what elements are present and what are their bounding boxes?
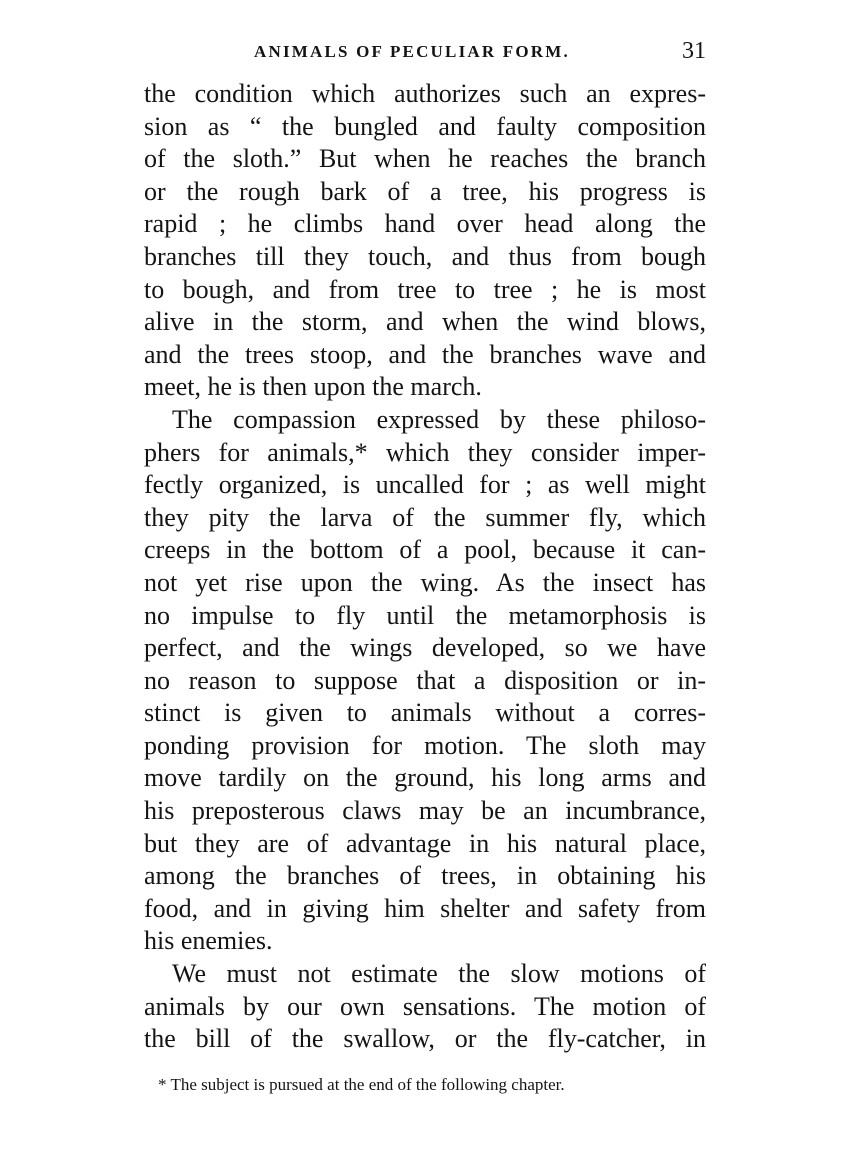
text-line: perfect, and the wings developed, so we have <box>144 633 706 663</box>
page-number: 31 <box>682 38 706 64</box>
text-line: food, and in giving him shelter and safety from <box>144 893 706 923</box>
text-line: his preposterous claws may be an incumbrance, <box>144 796 706 826</box>
text-line: his enemies. <box>144 926 273 956</box>
text-line: the condition which authorizes such an expres- <box>144 79 706 108</box>
text-line: no reason to suppose that a disposition or in- <box>144 665 706 695</box>
text-line: but they are of advantage in his natural place, <box>144 828 706 858</box>
text-line: or the rough bark of a tree, his progress is <box>144 176 706 206</box>
paragraph-2 <box>144 404 706 958</box>
text-line: stinct is given to animals without a corres- <box>144 698 706 728</box>
text-line: they pity the larva of the summer fly, which <box>144 502 706 532</box>
text-line: alive in the storm, and when the wind blows, <box>144 307 706 337</box>
text-line: phers for animals,* which they consider imper- <box>144 437 706 467</box>
text-line: rapid ; he climbs hand over head along the <box>144 209 706 239</box>
paragraph-3 <box>144 958 706 1056</box>
paragraph-1 <box>144 78 706 404</box>
body-text <box>144 78 706 1056</box>
text-line: fectly organized, is uncalled for ; as well might <box>144 470 706 500</box>
text-line: to bough, and from tree to tree ; he is most <box>144 274 706 304</box>
running-title: ANIMALS OF PECULIAR FORM. <box>254 42 570 61</box>
text-line: meet, he is then upon the march. <box>144 372 482 402</box>
text-line: not yet rise upon the wing. As the insect has <box>144 567 706 597</box>
text-line: the bill of the swallow, or the fly-catcher, in <box>144 1024 706 1054</box>
text-line: and the trees stoop, and the branches wave and <box>144 339 706 369</box>
text-line: The compassion expressed by these philoso- <box>172 404 706 434</box>
text-line: We must not estimate the slow motions of <box>172 959 706 989</box>
text-line: ponding provision for motion. The sloth may <box>144 730 706 760</box>
footnote: * The subject is pursued at the end of the following chapter. <box>158 1075 565 1094</box>
text-line: animals by our own sensations. The motion of <box>144 991 706 1021</box>
text-line: branches till they touch, and thus from bough <box>144 241 706 271</box>
text-line: move tardily on the ground, his long arms and <box>144 763 706 793</box>
text-line: creeps in the bottom of a pool, because it can- <box>144 535 706 565</box>
text-line: no impulse to fly until the metamorphosis is <box>144 600 706 630</box>
running-header <box>144 38 706 68</box>
text-line: of the sloth.” But when he reaches the branch <box>144 144 706 174</box>
text-line: among the branches of trees, in obtaining his <box>144 861 706 891</box>
text-line: sion as “ the bungled and faulty composition <box>144 111 706 141</box>
